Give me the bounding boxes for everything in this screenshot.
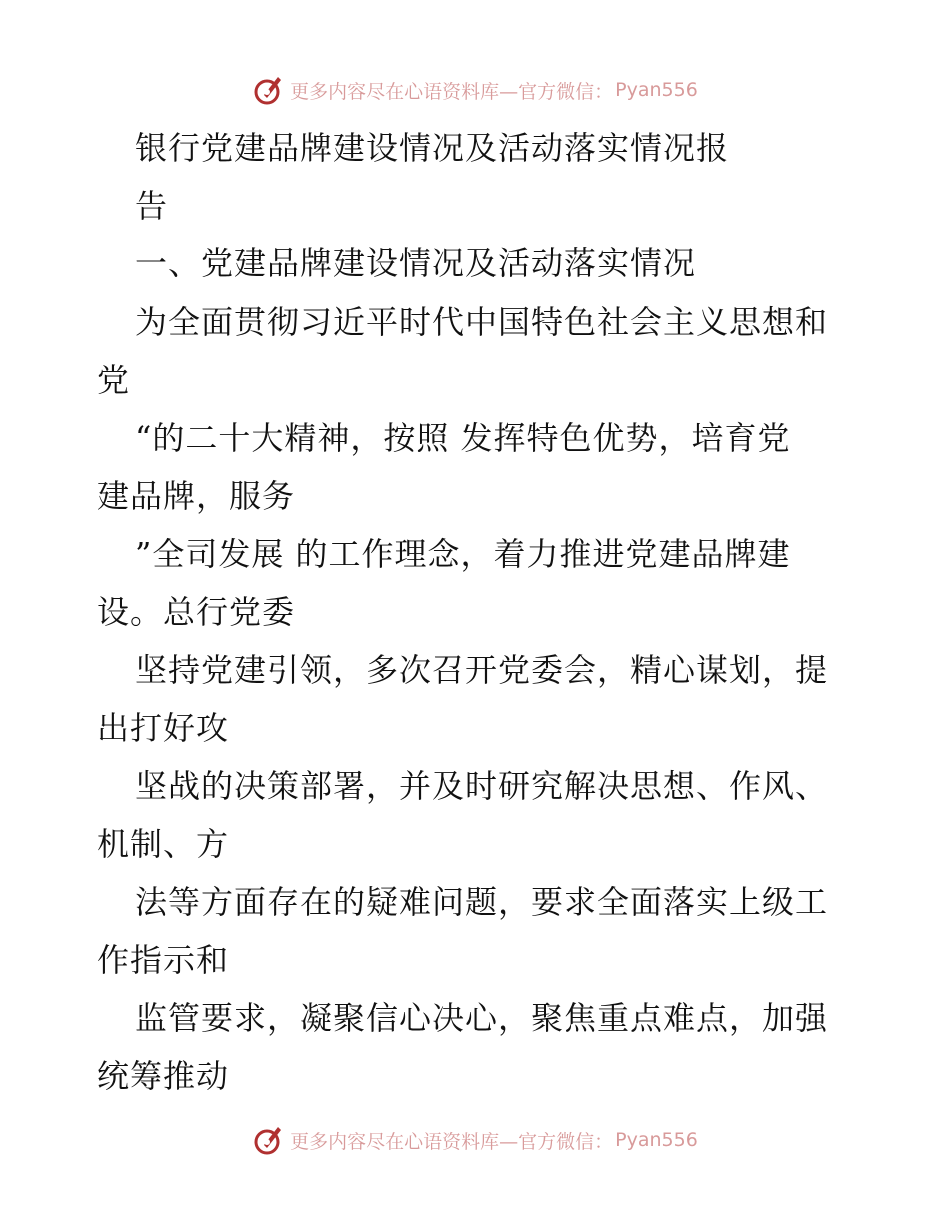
footer-watermark xyxy=(0,1120,950,1160)
body-line: 统筹推动 xyxy=(97,1057,230,1095)
header-watermark xyxy=(0,70,950,110)
document-title-line-1: 银行党建品牌建设情况及活动落实情况报 xyxy=(135,129,730,167)
body-line: 坚战的决策部署，并及时研究解决思想、作风、 xyxy=(135,767,829,805)
feather-pen-circle-icon xyxy=(252,73,286,107)
body-line: 设。总行党委 xyxy=(97,593,296,631)
body-line: 作指示和 xyxy=(97,941,230,979)
watermark-contact: Pyan556 xyxy=(615,1129,698,1151)
body-line: 出打好攻 xyxy=(97,709,230,747)
section-heading: 一、党建品牌建设情况及活动落实情况 xyxy=(135,244,697,282)
body-line: 为全面贯彻习近平时代中国特色社会主义思想和 xyxy=(135,303,829,341)
watermark-text: 更多内容尽在心语资料库—官方微信： xyxy=(290,1130,614,1153)
body-line: ”全司发展 的工作理念，着力推进党建品牌建 xyxy=(135,535,791,573)
watermark-contact: Pyan556 xyxy=(615,79,698,101)
body-line: 党 xyxy=(97,361,131,399)
document-title-line-2: 告 xyxy=(135,187,169,225)
body-line: 坚持党建引领，多次召开党委会，精心谋划，提 xyxy=(135,651,829,689)
body-line: 建品牌，服务 xyxy=(97,477,296,515)
body-line: 监管要求，凝聚信心决心，聚焦重点难点，加强 xyxy=(135,999,829,1037)
watermark-text: 更多内容尽在心语资料库—官方微信： xyxy=(290,80,614,103)
body-line: 机制、方 xyxy=(97,825,230,863)
feather-pen-circle-icon xyxy=(252,1123,286,1157)
body-line: 法等方面存在的疑难问题，要求全面落实上级工 xyxy=(135,883,829,921)
body-line: “的二十大精神，按照 发挥特色优势，培育党 xyxy=(135,419,791,457)
